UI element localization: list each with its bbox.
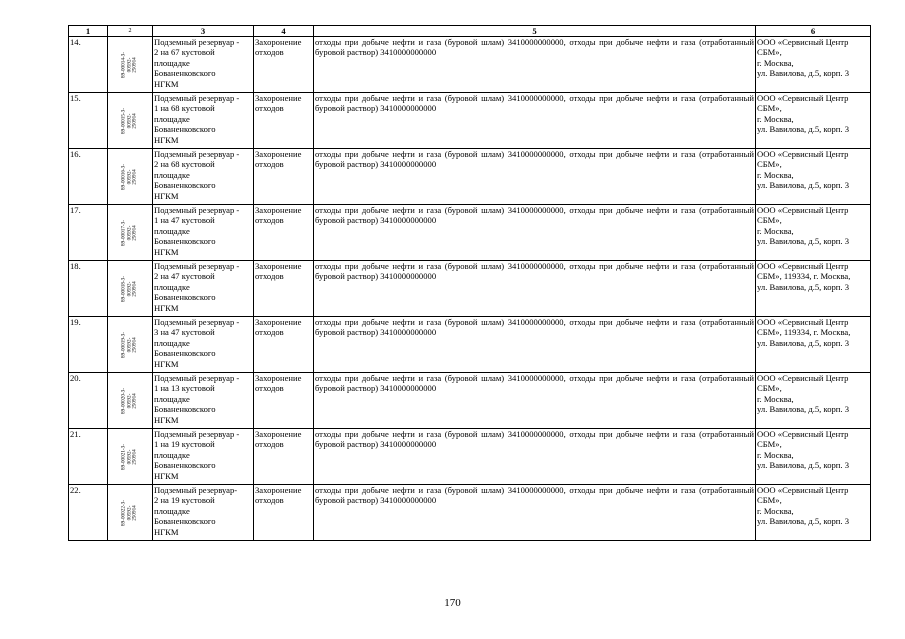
purpose-line: отходов bbox=[255, 495, 284, 506]
facility-name-line: Бованенковского bbox=[154, 180, 216, 191]
facility-name-line: Бованенковского bbox=[154, 460, 216, 471]
facility-name-line: НГКМ bbox=[154, 414, 179, 425]
facility-name-cell bbox=[153, 149, 254, 205]
facility-name-line: Бованенковского bbox=[154, 68, 216, 79]
operator-line: ул. Вавилова, д.5, корп. 3 bbox=[757, 337, 849, 348]
registry-code-line: 00592- bbox=[126, 505, 133, 520]
facility-name-line: Подземный резервуар - bbox=[154, 37, 240, 47]
facility-name-line: Подземный резервуар - bbox=[154, 149, 240, 159]
facility-name-line: Подземный резервуар - bbox=[154, 261, 240, 271]
registry-code-line: 00592- bbox=[126, 225, 133, 240]
registry-code bbox=[122, 500, 139, 526]
facility-name-cell bbox=[153, 205, 254, 261]
operator-line: ООО «Сервисный Центр bbox=[757, 429, 849, 439]
purpose-line: Захоронение bbox=[255, 261, 302, 271]
facility-name-line: НГКМ bbox=[154, 526, 179, 537]
facility-name-line: НГКМ bbox=[154, 134, 179, 145]
purpose-line: Захоронение bbox=[255, 317, 302, 327]
column-header-3: 3 bbox=[153, 26, 254, 37]
registry-code bbox=[122, 332, 139, 358]
operator-line: г. Москва, bbox=[757, 113, 794, 124]
column-header-5: 5 bbox=[314, 26, 756, 37]
operator-cell bbox=[756, 149, 871, 205]
operator-line: г. Москва, bbox=[757, 393, 794, 404]
registry-code-cell bbox=[108, 317, 153, 373]
purpose-cell bbox=[254, 317, 314, 373]
operator-cell bbox=[756, 373, 871, 429]
registry-code-line: 89-00020-З- bbox=[120, 387, 127, 414]
registry-code-line: 00592- bbox=[126, 281, 133, 296]
registry-code-line: 89-00015-З- bbox=[120, 107, 127, 134]
operator-cell bbox=[756, 261, 871, 317]
facility-name-line: Подземный резервуар- bbox=[154, 485, 238, 495]
registry-code-cell bbox=[108, 429, 153, 485]
registry-code-line: 00592- bbox=[126, 113, 133, 128]
facility-name-line: Подземный резервуар - bbox=[154, 373, 240, 383]
registry-code-line: 89-00016-З- bbox=[120, 163, 127, 190]
operator-line: ООО «Сервисный Центр bbox=[757, 373, 849, 383]
operator-line: г. Москва, bbox=[757, 57, 794, 68]
facility-name-line: 1 на 47 кустовой bbox=[154, 215, 215, 226]
facility-name-line: Бованенковского bbox=[154, 236, 216, 247]
purpose-line: отходов bbox=[255, 383, 284, 394]
table-row bbox=[69, 149, 871, 205]
page-number: 170 bbox=[444, 597, 461, 609]
row-number: 18. bbox=[69, 261, 108, 317]
operator-line: ООО «Сервисный Центр bbox=[757, 37, 849, 47]
purpose-line: Захоронение bbox=[255, 429, 302, 439]
table-row bbox=[69, 93, 871, 149]
purpose-line: отходов bbox=[255, 439, 284, 450]
registry-code-line: 250914 bbox=[131, 448, 138, 465]
registry-code-line: 00592- bbox=[126, 449, 133, 464]
row-number: 21. bbox=[69, 429, 108, 485]
facility-name-cell bbox=[153, 485, 254, 541]
registry-code-cell bbox=[108, 37, 153, 93]
registry-code-line: 89-00022-З- bbox=[120, 499, 127, 526]
purpose-line: отходов bbox=[255, 327, 284, 338]
waste-types-cell: отходы при добыче нефти и газа (буровой шлам) 3410000000000, отходы при добыче нефти и газа (отработанный буровой раствор) 3410000000000 bbox=[314, 37, 756, 93]
facility-name-line: НГКМ bbox=[154, 246, 179, 257]
facility-name-line: площадке bbox=[154, 393, 190, 404]
facility-name-line: Подземный резервуар - bbox=[154, 429, 240, 439]
operator-line: ООО «Сервисный Центр bbox=[757, 485, 849, 495]
row-number: 14. bbox=[69, 37, 108, 93]
purpose-line: отходов bbox=[255, 215, 284, 226]
purpose-line: отходов bbox=[255, 271, 284, 282]
operator-line: ул. Вавилова, д.5, корп. 3 bbox=[757, 180, 849, 191]
operator-line: ООО «Сервисный Центр bbox=[757, 317, 849, 327]
facility-name-cell bbox=[153, 317, 254, 373]
facility-name-line: 2 на 67 кустовой bbox=[154, 47, 215, 58]
facility-name-cell bbox=[153, 37, 254, 93]
operator-line: ул. Вавилова, д.5, корп. 3 bbox=[757, 281, 849, 292]
purpose-cell bbox=[254, 373, 314, 429]
registry-code-line: 89-00014-З- bbox=[120, 51, 127, 78]
purpose-line: Захоронение bbox=[255, 93, 302, 103]
registry-code bbox=[122, 108, 139, 134]
waste-types-cell: отходы при добыче нефти и газа (буровой шлам) 3410000000000, отходы при добыче нефти и газа (отработанный буровой раствор) 3410000000000 bbox=[314, 93, 756, 149]
registry-code-line: 250914 bbox=[131, 112, 138, 129]
table-row bbox=[69, 485, 871, 541]
purpose-cell bbox=[254, 485, 314, 541]
facility-name-line: Подземный резервуар - bbox=[154, 317, 240, 327]
operator-line: СБМ», bbox=[757, 159, 782, 170]
facility-name-line: площадке bbox=[154, 57, 190, 68]
facility-name-line: Подземный резервуар - bbox=[154, 93, 240, 103]
registry-code-cell bbox=[108, 261, 153, 317]
waste-facility-register-table bbox=[68, 25, 871, 541]
table-row bbox=[69, 37, 871, 93]
registry-code-line: 250914 bbox=[131, 336, 138, 353]
operator-line: ул. Вавилова, д.5, корп. 3 bbox=[757, 404, 849, 415]
registry-code-line: 250914 bbox=[131, 224, 138, 241]
facility-name-line: 3 на 47 кустовой bbox=[154, 327, 215, 338]
operator-line: ул. Вавилова, д.5, корп. 3 bbox=[757, 460, 849, 471]
facility-name-cell bbox=[153, 261, 254, 317]
facility-name-line: площадке bbox=[154, 337, 190, 348]
registry-code-line: 00592- bbox=[126, 169, 133, 184]
operator-line: СБМ», 119334, г. Москва, bbox=[757, 327, 851, 338]
facility-name-line: НГКМ bbox=[154, 302, 179, 313]
operator-line: СБМ», bbox=[757, 495, 782, 506]
registry-code bbox=[122, 388, 139, 414]
table-body bbox=[69, 37, 871, 541]
registry-code-line: 89-00017-З- bbox=[120, 219, 127, 246]
purpose-cell bbox=[254, 205, 314, 261]
table-row bbox=[69, 317, 871, 373]
facility-name-line: НГКМ bbox=[154, 470, 179, 481]
waste-types-cell: отходы при добыче нефти и газа (буровой шлам) 3410000000000, отходы при добыче нефти и газа (отработанный буровой раствор) 3410000000000 bbox=[314, 485, 756, 541]
facility-name-line: Бованенковского bbox=[154, 404, 216, 415]
registry-code-line: 250914 bbox=[131, 168, 138, 185]
waste-types-cell: отходы при добыче нефти и газа (буровой шлам) 3410000000000, отходы при добыче нефти и газа (отработанный буровой раствор) 3410000000000 bbox=[314, 149, 756, 205]
operator-line: ул. Вавилова, д.5, корп. 3 bbox=[757, 124, 849, 135]
registry-code-cell bbox=[108, 373, 153, 429]
facility-name-line: 2 на 19 кустовой bbox=[154, 495, 215, 506]
waste-types-cell: отходы при добыче нефти и газа (буровой шлам) 3410000000000, отходы при добыче нефти и газа (отработанный буровой раствор) 3410000000000 bbox=[314, 429, 756, 485]
facility-name-line: 2 на 47 кустовой bbox=[154, 271, 215, 282]
facility-name-line: Бованенковского bbox=[154, 292, 216, 303]
purpose-cell bbox=[254, 93, 314, 149]
facility-name-line: НГКМ bbox=[154, 358, 179, 369]
purpose-line: Захоронение bbox=[255, 149, 302, 159]
purpose-line: отходов bbox=[255, 47, 284, 58]
waste-types-cell: отходы при добыче нефти и газа (буровой шлам) 3410000000000, отходы при добыче нефти и газа (отработанный буровой раствор) 3410000000000 bbox=[314, 373, 756, 429]
operator-line: СБМ», bbox=[757, 439, 782, 450]
registry-code-line: 00592- bbox=[126, 337, 133, 352]
operator-cell bbox=[756, 317, 871, 373]
row-number: 15. bbox=[69, 93, 108, 149]
table-row bbox=[69, 205, 871, 261]
registry-code-line: 89-00018-З- bbox=[120, 275, 127, 302]
registry-code bbox=[122, 52, 139, 78]
purpose-line: Захоронение bbox=[255, 205, 302, 215]
registry-code-line: 250914 bbox=[131, 392, 138, 409]
operator-line: СБМ», bbox=[757, 103, 782, 114]
registry-code-line: 250914 bbox=[131, 280, 138, 297]
purpose-line: Захоронение bbox=[255, 37, 302, 47]
operator-line: СБМ», bbox=[757, 383, 782, 394]
column-header-4: 4 bbox=[254, 26, 314, 37]
purpose-line: Захоронение bbox=[255, 373, 302, 383]
column-header-1: 1 bbox=[69, 26, 108, 37]
operator-cell bbox=[756, 205, 871, 261]
row-number: 19. bbox=[69, 317, 108, 373]
column-header-2: 2 bbox=[108, 26, 153, 37]
row-number: 22. bbox=[69, 485, 108, 541]
registry-code-cell bbox=[108, 149, 153, 205]
facility-name-line: площадке bbox=[154, 449, 190, 460]
facility-name-line: Бованенковского bbox=[154, 516, 216, 527]
operator-line: г. Москва, bbox=[757, 505, 794, 516]
facility-name-cell bbox=[153, 429, 254, 485]
operator-cell bbox=[756, 485, 871, 541]
column-header-6: 6 bbox=[756, 26, 871, 37]
facility-name-line: площадке bbox=[154, 225, 190, 236]
table-row bbox=[69, 261, 871, 317]
operator-line: ул. Вавилова, д.5, корп. 3 bbox=[757, 236, 849, 247]
registry-code-line: 89-00019-З- bbox=[120, 331, 127, 358]
registry-code-line: 250914 bbox=[131, 504, 138, 521]
operator-cell bbox=[756, 37, 871, 93]
facility-name-line: Бованенковского bbox=[154, 348, 216, 359]
facility-name-line: НГКМ bbox=[154, 78, 179, 89]
table-row bbox=[69, 373, 871, 429]
facility-name-cell bbox=[153, 373, 254, 429]
registry-code bbox=[122, 220, 139, 246]
facility-name-line: площадке bbox=[154, 505, 190, 516]
row-number: 16. bbox=[69, 149, 108, 205]
operator-line: г. Москва, bbox=[757, 449, 794, 460]
table-row bbox=[69, 429, 871, 485]
waste-types-cell: отходы при добыче нефти и газа (буровой шлам) 3410000000000, отходы при добыче нефти и газа (отработанный буровой раствор) 3410000000000 bbox=[314, 317, 756, 373]
purpose-line: отходов bbox=[255, 103, 284, 114]
operator-line: г. Москва, bbox=[757, 169, 794, 180]
registry-code bbox=[122, 444, 139, 470]
operator-line: ООО «Сервисный Центр bbox=[757, 205, 849, 215]
waste-types-cell: отходы при добыче нефти и газа (буровой шлам) 3410000000000, отходы при добыче нефти и газа (отработанный буровой раствор) 3410000000000 bbox=[314, 205, 756, 261]
purpose-cell bbox=[254, 261, 314, 317]
facility-name-line: 1 на 13 кустовой bbox=[154, 383, 215, 394]
facility-name-line: Бованенковского bbox=[154, 124, 216, 135]
registry-code bbox=[122, 164, 139, 190]
purpose-cell bbox=[254, 37, 314, 93]
waste-types-cell: отходы при добыче нефти и газа (буровой шлам) 3410000000000, отходы при добыче нефти и газа (отработанный буровой раствор) 3410000000000 bbox=[314, 261, 756, 317]
purpose-cell bbox=[254, 149, 314, 205]
registry-code-cell bbox=[108, 485, 153, 541]
facility-name-line: 2 на 68 кустовой bbox=[154, 159, 215, 170]
operator-line: г. Москва, bbox=[757, 225, 794, 236]
facility-name-line: площадке bbox=[154, 169, 190, 180]
facility-name-line: 1 на 68 кустовой bbox=[154, 103, 215, 114]
purpose-line: отходов bbox=[255, 159, 284, 170]
operator-line: ООО «Сервисный Центр bbox=[757, 149, 849, 159]
registry-code-line: 89-00021-З- bbox=[120, 443, 127, 470]
facility-name-line: 1 на 19 кустовой bbox=[154, 439, 215, 450]
operator-line: ООО «Сервисный Центр bbox=[757, 93, 849, 103]
purpose-cell bbox=[254, 429, 314, 485]
registry-code-cell bbox=[108, 205, 153, 261]
facility-name-line: Подземный резервуар - bbox=[154, 205, 240, 215]
operator-line: СБМ», bbox=[757, 215, 782, 226]
purpose-line: Захоронение bbox=[255, 485, 302, 495]
facility-name-line: площадке bbox=[154, 281, 190, 292]
table-header-row bbox=[69, 26, 871, 37]
facility-name-cell bbox=[153, 93, 254, 149]
operator-line: СБМ», bbox=[757, 47, 782, 58]
operator-line: ул. Вавилова, д.5, корп. 3 bbox=[757, 516, 849, 527]
registry-code-cell bbox=[108, 93, 153, 149]
operator-line: ООО «Сервисный Центр bbox=[757, 261, 849, 271]
operator-line: ул. Вавилова, д.5, корп. 3 bbox=[757, 68, 849, 79]
registry-code-line: 00592- bbox=[126, 57, 133, 72]
registry-code bbox=[122, 276, 139, 302]
registry-code-line: 00592- bbox=[126, 393, 133, 408]
operator-line: СБМ», 119334, г. Москва, bbox=[757, 271, 851, 282]
operator-cell bbox=[756, 429, 871, 485]
operator-cell bbox=[756, 93, 871, 149]
facility-name-line: площадке bbox=[154, 113, 190, 124]
facility-name-line: НГКМ bbox=[154, 190, 179, 201]
row-number: 20. bbox=[69, 373, 108, 429]
registry-code-line: 250914 bbox=[131, 56, 138, 73]
row-number: 17. bbox=[69, 205, 108, 261]
